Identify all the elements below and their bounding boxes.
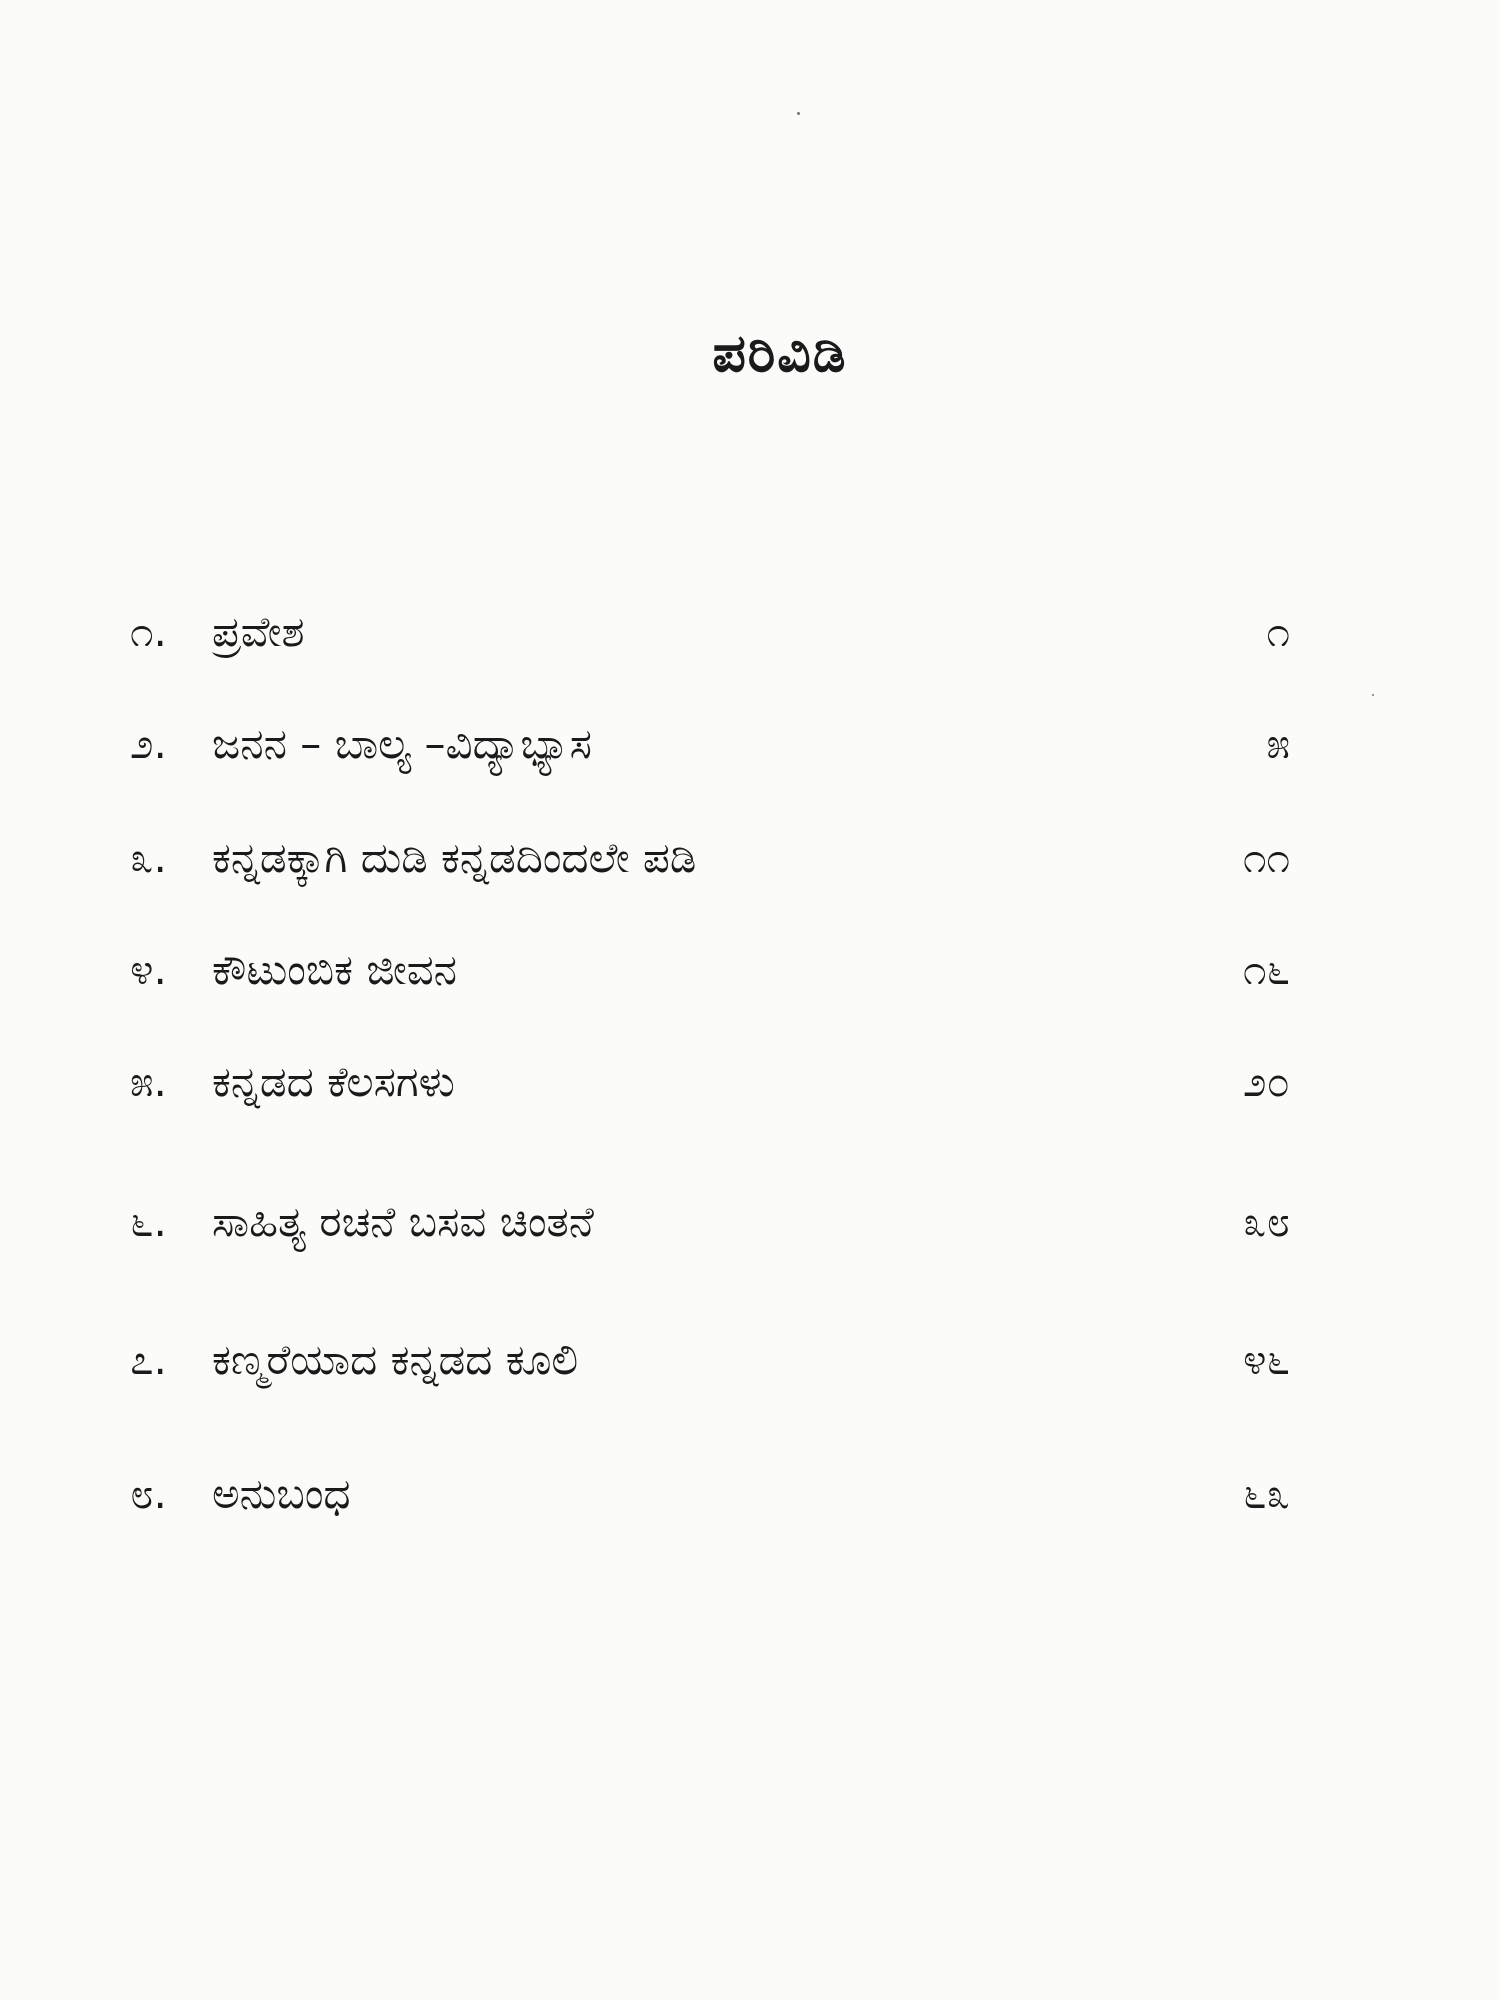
toc-entry-page: ೨೦ [1242,1057,1290,1106]
toc-entry-page: ೧ [1266,607,1290,656]
toc-entry-7[interactable] [130,1328,1290,1392]
toc-entry-4[interactable] [130,938,1290,1002]
toc-entry-number: ೨. [130,719,167,768]
page-title: ಪರಿವಿಡಿ [712,324,848,384]
scan-speck [797,112,800,115]
toc-entry-title: ಕನ್ನಡಕ್ಕಾಗಿ ದುಡಿ ಕನ್ನಡದಿಂದಲೇ ಪಡಿ [212,833,697,882]
toc-entry-number: ೬. [130,1197,167,1246]
toc-entry-number: ೮. [130,1469,167,1518]
toc-entry-title: ಜನನ – ಬಾಲ್ಯ –ವಿದ್ಯಾಭ್ಯಾಸ [212,719,592,768]
toc-entry-number: ೧. [130,607,167,656]
toc-entry-title: ಅನುಬಂಧ [212,1469,351,1518]
toc-entry-number: ೩. [130,833,167,882]
toc-entry-2[interactable] [130,712,1290,776]
toc-entry-page: ೧೬ [1242,945,1290,994]
toc-entry-page: ೧೧ [1242,833,1290,882]
toc-entry-number: ೪. [130,945,167,994]
toc-entry-5[interactable] [130,1050,1290,1114]
toc-entry-page: ೪೬ [1242,1335,1290,1384]
scan-speck [1372,694,1374,696]
toc-entry-8[interactable] [130,1462,1290,1526]
toc-entry-6[interactable] [130,1190,1290,1254]
toc-entry-page: ೬೩ [1242,1469,1290,1518]
toc-entry-number: ೭. [130,1335,167,1384]
toc-entry-title: ಕೌಟುಂಬಿಕ ಜೀವನ [212,945,458,994]
toc-entry-title: ಕಣ್ಮರೆಯಾದ ಕನ್ನಡದ ಕೂಲಿ [212,1335,579,1384]
toc-entry-title: ಕನ್ನಡದ ಕೆಲಸಗಳು [212,1057,455,1106]
toc-entry-number: ೫. [130,1057,167,1106]
toc-entry-page: ೫ [1266,719,1290,768]
toc-entry-3[interactable] [130,826,1290,890]
toc-entry-title: ಸಾಹಿತ್ಯ ರಚನೆ ಬಸವ ಚಿಂತನೆ [212,1197,594,1246]
toc-entry-title: ಪ್ರವೇಶ [212,607,305,656]
toc-entry-1[interactable] [130,600,1290,664]
toc-entry-page: ೩೮ [1242,1197,1290,1246]
